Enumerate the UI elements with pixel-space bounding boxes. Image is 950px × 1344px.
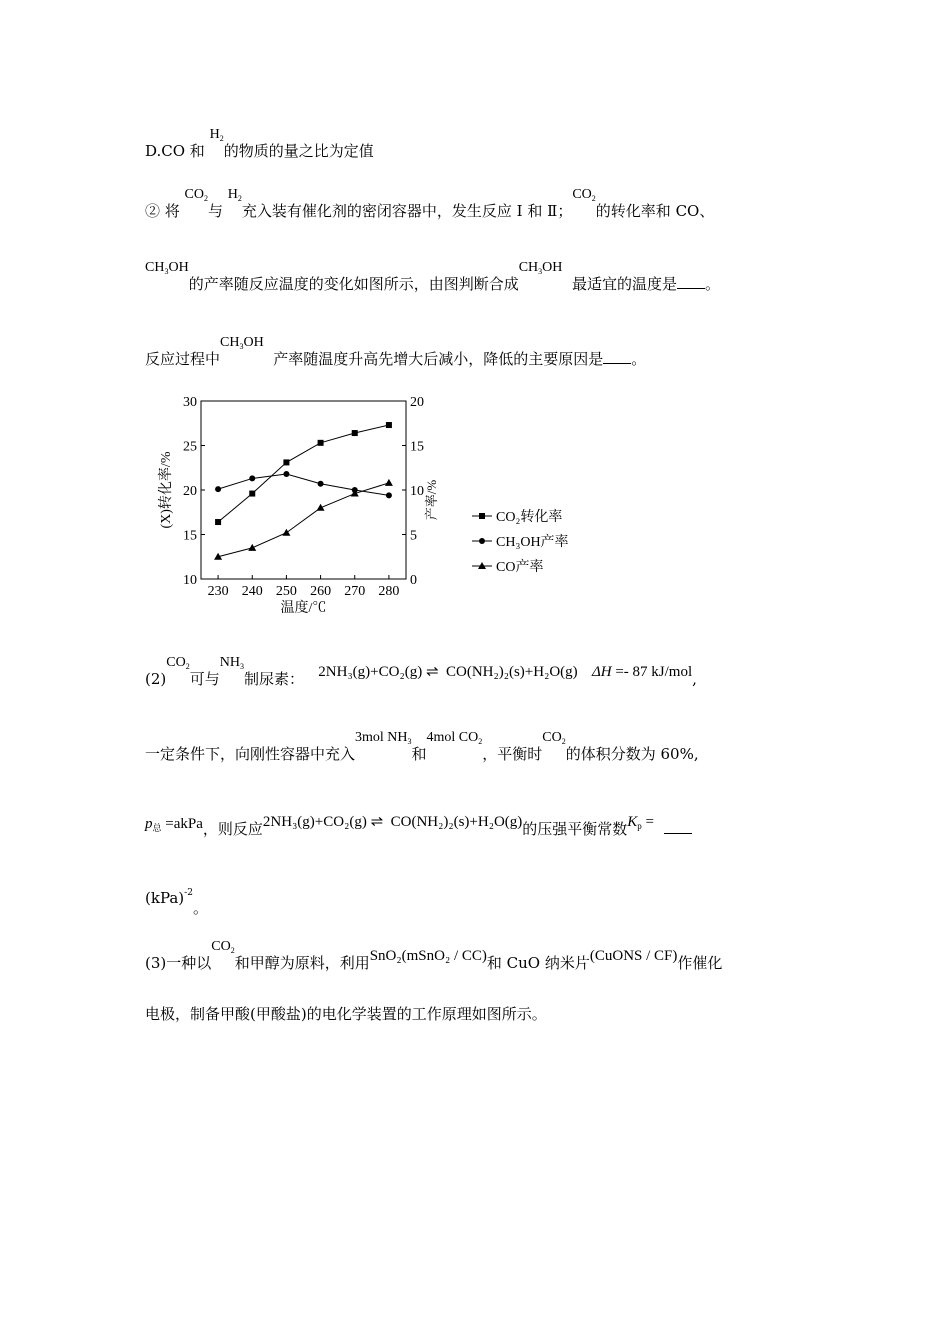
period: 。 (631, 350, 647, 368)
question-3-line (145, 655, 697, 696)
q2-l3-text: 的产率随反应温度的变化如图所示，由图判断合成 (188, 275, 519, 293)
q3-l2-tail: 的体积分数为 60%, (565, 745, 699, 763)
data-point-2 (385, 479, 393, 486)
sno2-electrode: SnO₂(mSnO₂ / CC) (369, 948, 487, 964)
q3-l3-text2: 的压强平衡常数 (522, 820, 628, 838)
q3-l2-text2: ，平衡时 (482, 745, 543, 763)
data-point-2 (248, 544, 256, 551)
ch3oh-formula: $CH_3OH$ (220, 335, 264, 351)
q2-l4-prefix: 反应过程中 (145, 350, 221, 368)
unit-line (145, 882, 208, 917)
ch3oh-formula: $CH_3OH$ (518, 260, 563, 276)
and: 和 (411, 745, 427, 763)
h2-formula: $H_2$ (227, 187, 242, 203)
y-left-tick-label: 25 (183, 439, 197, 455)
nh3-formula: $NH_3$ (219, 655, 244, 671)
urea-equation: 2NH₃(g)+CO₂(g) ⇌ CO(NH₂)₂(s)+H₂O(g) (318, 664, 578, 680)
q-num: (2) (145, 670, 167, 688)
q2-tail: 的转化率和 CO、 (595, 202, 715, 220)
data-point-0 (386, 422, 392, 428)
q3-l3-text: ，则反应 (202, 820, 263, 838)
data-point-2 (282, 529, 290, 536)
legend-marker-0 (479, 513, 485, 519)
data-point-1 (215, 486, 221, 492)
data-point-1 (318, 481, 324, 487)
enthalpy: ΔH =- 87 kJ/mol (591, 664, 693, 680)
kp-unit: (kPa)$^{-2}$ (145, 888, 193, 907)
q2-l4-text: 产率随温度升高先增大后减小，降低的主要原因是 (273, 350, 604, 368)
data-point-0 (249, 491, 255, 497)
x-tick-label: 230 (207, 584, 229, 599)
q4-text: (3)一种以 (145, 954, 212, 972)
total-pressure: $p_总$ =akPa (145, 816, 203, 833)
question-4-line (145, 939, 723, 980)
y-right-tick-label: 15 (410, 439, 424, 455)
series-line-1 (218, 474, 389, 495)
x-axis-label: 温度/℃ (280, 601, 327, 616)
comma: , (692, 670, 697, 688)
kp-symbol: $K_p$ = (627, 814, 655, 831)
h2-formula: $H_2$ (209, 127, 224, 143)
data-point-1 (283, 471, 289, 477)
data-point-0 (215, 519, 221, 525)
q4-l2-text: 电极，制备甲酸(甲酸盐)的电化学装置的工作原理如图所示。 (145, 1005, 547, 1023)
data-point-0 (352, 430, 358, 436)
y-left-tick-label: 20 (183, 484, 197, 499)
y-right-tick-label: 10 (410, 484, 424, 499)
co2-amount: 4mol $CO_2$ (426, 730, 483, 746)
question-2-line-3 (145, 260, 720, 301)
q2-l3-question: 最适宜的温度是 (571, 275, 677, 293)
x-tick-label: 280 (378, 584, 400, 599)
y-right-tick-label: 0 (410, 573, 417, 588)
period: 。 (704, 275, 720, 293)
y-right-tick-label: 20 (410, 395, 424, 410)
data-point-0 (283, 459, 289, 465)
x-tick-label: 250 (275, 584, 297, 599)
co2-formula: $CO_2$ (166, 655, 190, 671)
y-left-tick-label: 10 (183, 573, 197, 588)
q2-text: 充入装有催化剂的密闭容器中，发生反应 Ⅰ 和 Ⅱ； (241, 202, 573, 220)
legend-label-2: CO产率 (496, 560, 544, 575)
q4-text4: 作催化 (677, 954, 723, 972)
data-point-2 (317, 504, 325, 511)
legend-marker-1 (479, 538, 485, 544)
answer-blank[interactable] (664, 819, 692, 834)
cuo-electrode: (CuONS / CF) (589, 948, 678, 964)
legend-label-0: CO₂转化率 (496, 510, 563, 525)
y-right-tick-label: 5 (410, 528, 417, 544)
legend-label-1: CH₃OH产率 (496, 535, 569, 550)
y-right-axis-label: 产率/% (424, 479, 439, 521)
option-d-line (145, 127, 374, 168)
co2-formula: $CO_2$ (542, 730, 566, 746)
q4-text2: 和甲醇为原料，利用 (234, 954, 370, 972)
co2-formula: $CO_2$ (184, 187, 208, 203)
q4-text3: 和 CuO 纳米片 (486, 954, 590, 972)
question-2-line-4 (145, 335, 647, 376)
nh3-amount: 3mol $NH_3$ (355, 730, 412, 746)
x-tick-label: 260 (310, 584, 332, 599)
option-d-text: 的物质的量之比为定值 (223, 142, 374, 160)
question-3-line-3 (145, 814, 692, 845)
series-line-2 (218, 483, 389, 557)
question-4-line-2 (145, 1003, 547, 1025)
co2-formula: $CO_2$ (211, 939, 235, 955)
x-tick-label: 240 (241, 584, 263, 599)
q3-text2: 制尿素： (243, 670, 304, 688)
x-tick-label: 270 (344, 584, 366, 599)
y-left-tick-label: 30 (183, 395, 197, 410)
data-point-1 (249, 475, 255, 481)
question-2-line (145, 187, 715, 228)
series-line-0 (218, 425, 389, 522)
y-left-axis-label: (X)转化率/% (159, 451, 174, 529)
answer-blank[interactable] (677, 274, 705, 289)
period: 。 (192, 899, 208, 917)
q2-and: 与 (208, 202, 228, 220)
data-point-1 (386, 492, 392, 498)
question-3-line-2 (145, 730, 699, 771)
q2-prefix: ② 将 (145, 202, 185, 220)
y-left-tick-label: 15 (183, 528, 197, 544)
co2-formula: $CO_2$ (572, 187, 596, 203)
ch3oh-formula: $CH_3OH$ (145, 260, 189, 276)
plot-frame (201, 401, 406, 579)
q3-text: 可与 (189, 670, 220, 688)
conversion-yield-chart (150, 390, 600, 625)
answer-blank[interactable] (603, 349, 631, 364)
urea-equation-2: 2NH₃(g)+CO₂(g) ⇌ CO(NH₂)₂(s)+H₂O(g) (262, 814, 523, 830)
data-point-0 (318, 440, 324, 446)
option-d-label: D.CO 和 (145, 142, 210, 160)
q3-l2-text: 一定条件下，向刚性容器中充入 (145, 745, 356, 763)
